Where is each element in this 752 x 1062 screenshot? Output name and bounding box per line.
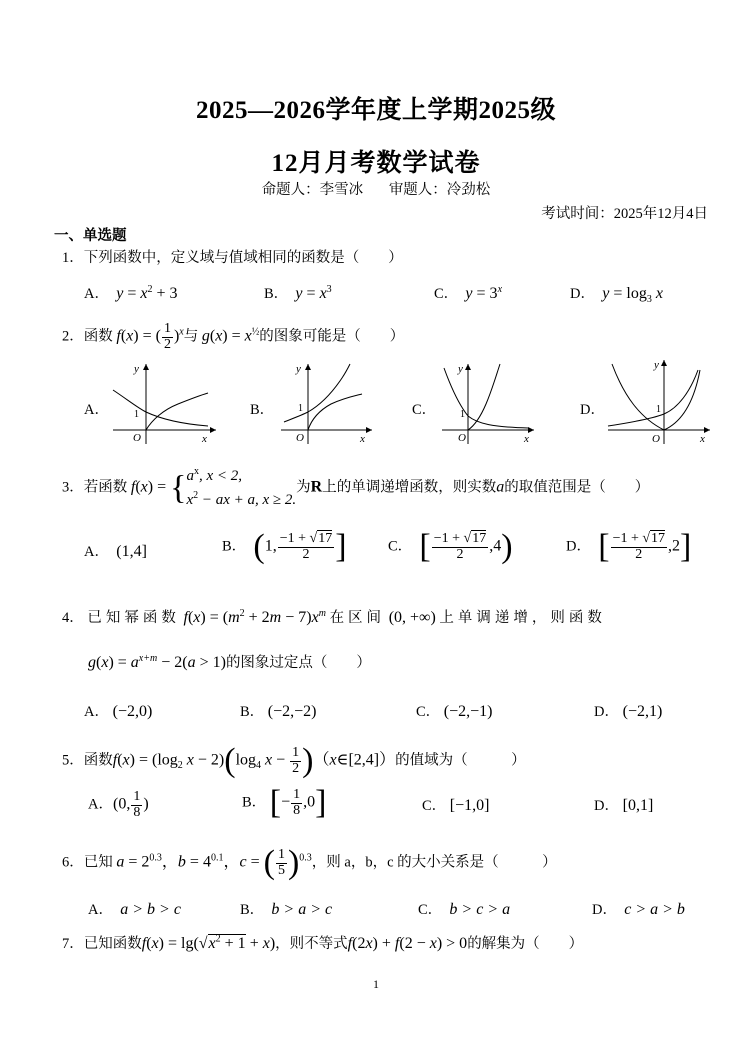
q4-option-d-label: D．	[594, 704, 619, 720]
q6-number: 6．	[62, 854, 84, 871]
question-7: 7．已知函数$f(x) = \lg(√x^2 + 1 + x)$，则不等式f(2x) + f(2 − x) > 0的解集为（ ）	[62, 933, 584, 952]
q4-option-a-expr: (−2,0)	[112, 703, 153, 720]
q3-option-c-label: C．	[388, 538, 413, 555]
q1-option-a[interactable]: A． $y = x^2 + 3$	[84, 284, 178, 302]
q4-text4: 的图象过定点（ ）	[225, 655, 371, 671]
q4-option-a-label: A．	[84, 704, 109, 720]
q5-option-c-expr: [−1,0]	[449, 797, 490, 814]
page-number: 1	[373, 977, 379, 991]
q3-suffix1: 为	[296, 479, 311, 496]
q5-option-a-label: A．	[88, 796, 113, 813]
exam-time: 考试时间：2025年12月4日	[541, 206, 708, 222]
q1-option-a-label: A．	[84, 286, 109, 302]
q1-option-c-label: C．	[434, 286, 459, 302]
q4-option-d[interactable]	[594, 700, 662, 721]
q4-option-c-expr: (−2,−1)	[443, 703, 493, 720]
q6-option-d-label: D．	[592, 902, 617, 918]
author-line	[0, 178, 752, 199]
q3-set-r: R	[310, 478, 323, 496]
q2-graph-d-y-label: y	[654, 359, 659, 371]
q6-option-a[interactable]	[88, 898, 181, 919]
q6-option-b-expr: b > a > c	[271, 901, 333, 918]
q3-option-a-label: A．	[84, 544, 109, 560]
q2-graph-c-one: 1	[460, 409, 465, 420]
q3-option-d-label: D．	[566, 538, 591, 555]
q3-option-d[interactable]: D． [ $\frac{-1 + √17}{2}$ ,2]	[566, 528, 692, 565]
q4-option-a[interactable]	[84, 700, 152, 721]
q2-graph-b	[276, 360, 376, 446]
q4-text3: 上单调递增，则函数	[439, 610, 606, 626]
q7-prefix: 已知函数	[83, 936, 142, 952]
q2-graph-a-one: 1	[134, 409, 139, 420]
q4-text2: 在区间	[329, 610, 386, 626]
q3-piecewise: $a^x$, x < 2, $x^2$ − ax + a, x ≥ 2.	[186, 466, 297, 509]
title-line-2: 12月月考数学试卷	[271, 150, 481, 177]
q5-option-b-label: B．	[242, 794, 267, 811]
q3-suffix2: 上的单调递增函数，则实数	[322, 479, 497, 496]
q2-graph-d	[604, 356, 714, 446]
q6-option-a-label: A．	[88, 902, 113, 918]
q2-graph-c	[438, 360, 538, 446]
q2-prefix: 函数	[83, 328, 113, 345]
q1-option-d[interactable]: D． $y = \log_3 x$	[570, 285, 663, 305]
question-3: 3．若函数 $f(x) = \{a^x$, x < 2, $x^2$ − ax + a, x ≥ 2.为R上的单调递增函数，则实数a的取值范围是（ ）	[62, 464, 649, 513]
q5-suffix: 的值域为（ ）	[395, 752, 526, 769]
q2-option-d[interactable]: D．	[580, 402, 605, 418]
q2-mid: 与	[183, 328, 199, 345]
q6-option-a-expr: a > b > c	[120, 901, 181, 918]
q1-text: 下列函数中，定义域与值域相同的函数是（ ）	[83, 250, 403, 266]
q4-option-b-label: B．	[240, 704, 265, 720]
q6-option-c[interactable]	[418, 898, 510, 919]
q6-option-d-expr: c > a > b	[624, 901, 685, 918]
question-6: 6．已知 $a = 2^{0.3}$，$b = 4^{0.1}$，c = ( $\frac{1}{5}$ )$^{0.3}$，则 a，b，c 的大小关系是（ ）	[62, 844, 557, 881]
question-4-line-2: $g(x) = a^{x+m} - 2(a > 1)$的图象过定点（ ）	[88, 653, 371, 671]
q4-option-b-expr: (−2,−2)	[267, 703, 317, 720]
q2-graph-c-origin: O	[458, 432, 466, 444]
q4-number: 4．	[62, 610, 84, 626]
q2-graph-a-origin: O	[133, 432, 141, 444]
q6-option-b-label: B．	[240, 902, 265, 918]
q2-graph-d-x-label: x	[700, 433, 705, 445]
q2-number: 2．	[62, 328, 84, 345]
q4-text1: 已知幂函数	[87, 610, 180, 626]
q1-option-b[interactable]: B． $y = x^3$	[264, 284, 332, 302]
q3-option-b[interactable]: B． (1, $\frac{-1 + √17}{2}$ ]	[222, 528, 347, 565]
q5-option-c[interactable]	[422, 794, 489, 815]
q3-option-c[interactable]: C． [ $\frac{-1 + √17}{2}$ ,4)	[388, 528, 513, 565]
q2-option-c[interactable]: C．	[412, 402, 437, 418]
q6-option-c-expr: b > c > a	[449, 901, 511, 918]
q7-suffix: 的解集为（ ）	[467, 936, 584, 952]
q2-option-b[interactable]: B．	[250, 402, 275, 418]
q2-graph-a-y-label: y	[134, 363, 139, 375]
q2-graph-d-one: 1	[656, 404, 661, 415]
q1-option-b-label: B．	[264, 286, 289, 302]
q2-graph-c-x-label: x	[524, 433, 529, 445]
q5-option-a[interactable]: A．(0, $\frac{1}{8}$ )	[88, 789, 149, 820]
q3-number: 3．	[62, 479, 84, 496]
q2-graph-c-y-label: y	[458, 363, 463, 375]
q5-option-d-expr: [0,1]	[622, 797, 654, 814]
q3-option-b-label: B．	[222, 538, 247, 555]
q6-suffix: ，则 a，b，c 的大小关系是（ ）	[311, 854, 557, 871]
question-4: 4． 已知幂函数 $f(x) = (m^2 + 2m - 7)x^m$ 在区间 (0, +∞) 上单调递增，则函数	[62, 608, 606, 626]
q5-option-c-label: C．	[422, 798, 447, 814]
q4-option-c[interactable]	[416, 700, 493, 721]
q2-graph-a-x-label: x	[202, 433, 207, 445]
question-2: 2．函数 f(x) = ( $\frac{1}{2}$ )$^x$与 $g(x) = x^{\frac{1}{2}}$的图象可能是（ ）	[62, 321, 405, 352]
q4-option-c-label: C．	[416, 704, 441, 720]
reviewer: 审题人：冷劲松	[388, 182, 491, 198]
q5-prefix: 函数	[83, 752, 113, 769]
q2-graph-a	[108, 360, 220, 446]
q2-graph-b-x-label: x	[360, 433, 365, 445]
q6-option-c-label: C．	[418, 902, 443, 918]
setter: 命题人：李雪冰	[261, 182, 364, 198]
q5-option-d[interactable]	[594, 794, 653, 815]
q1-option-c[interactable]: C． $y = 3^x$	[434, 284, 503, 302]
q2-graph-b-origin: O	[296, 432, 304, 444]
q5-option-b[interactable]: B． [− $\frac{1}{8}$ ,0]	[242, 784, 327, 821]
q6-prefix: 已知	[83, 854, 113, 871]
q5-option-d-label: D．	[594, 798, 619, 814]
q3-suffix3: 的取值范围是（ ）	[504, 479, 650, 496]
q3-prefix: 若函数	[83, 479, 128, 496]
q6-option-d[interactable]	[592, 898, 685, 919]
q6-option-b[interactable]	[240, 898, 332, 919]
q7-number: 7．	[62, 936, 84, 952]
q4-option-b[interactable]	[240, 700, 317, 721]
question-1	[62, 246, 403, 267]
question-5: 5．函数$f(x) = (\log_2$ $x - 2)(\log_4$ x − $\frac{1}{2}$ )（x∈[2,4]）的值域为（ ）	[62, 742, 526, 779]
q4-option-d-expr: (−2,1)	[622, 703, 663, 720]
q2-option-a[interactable]: A．	[84, 402, 109, 418]
q2-graph-d-origin: O	[652, 433, 660, 445]
q3-option-a[interactable]: A． (1,4]	[84, 543, 147, 560]
q5-number: 5．	[62, 752, 84, 769]
q2-suffix: 的图象可能是（ ）	[259, 328, 405, 345]
q1-option-d-label: D．	[570, 286, 595, 302]
q1-number: 1．	[62, 250, 84, 266]
title-line-1: 2025—2026学年度上学期2025级	[195, 97, 556, 124]
q2-graph-b-one: 1	[298, 403, 303, 414]
section-title: 一、单选题	[54, 228, 127, 244]
q2-graph-b-y-label: y	[296, 363, 301, 375]
q1-option-a-expr: y	[116, 285, 124, 302]
q7-mid: ，则不等式	[275, 936, 348, 952]
